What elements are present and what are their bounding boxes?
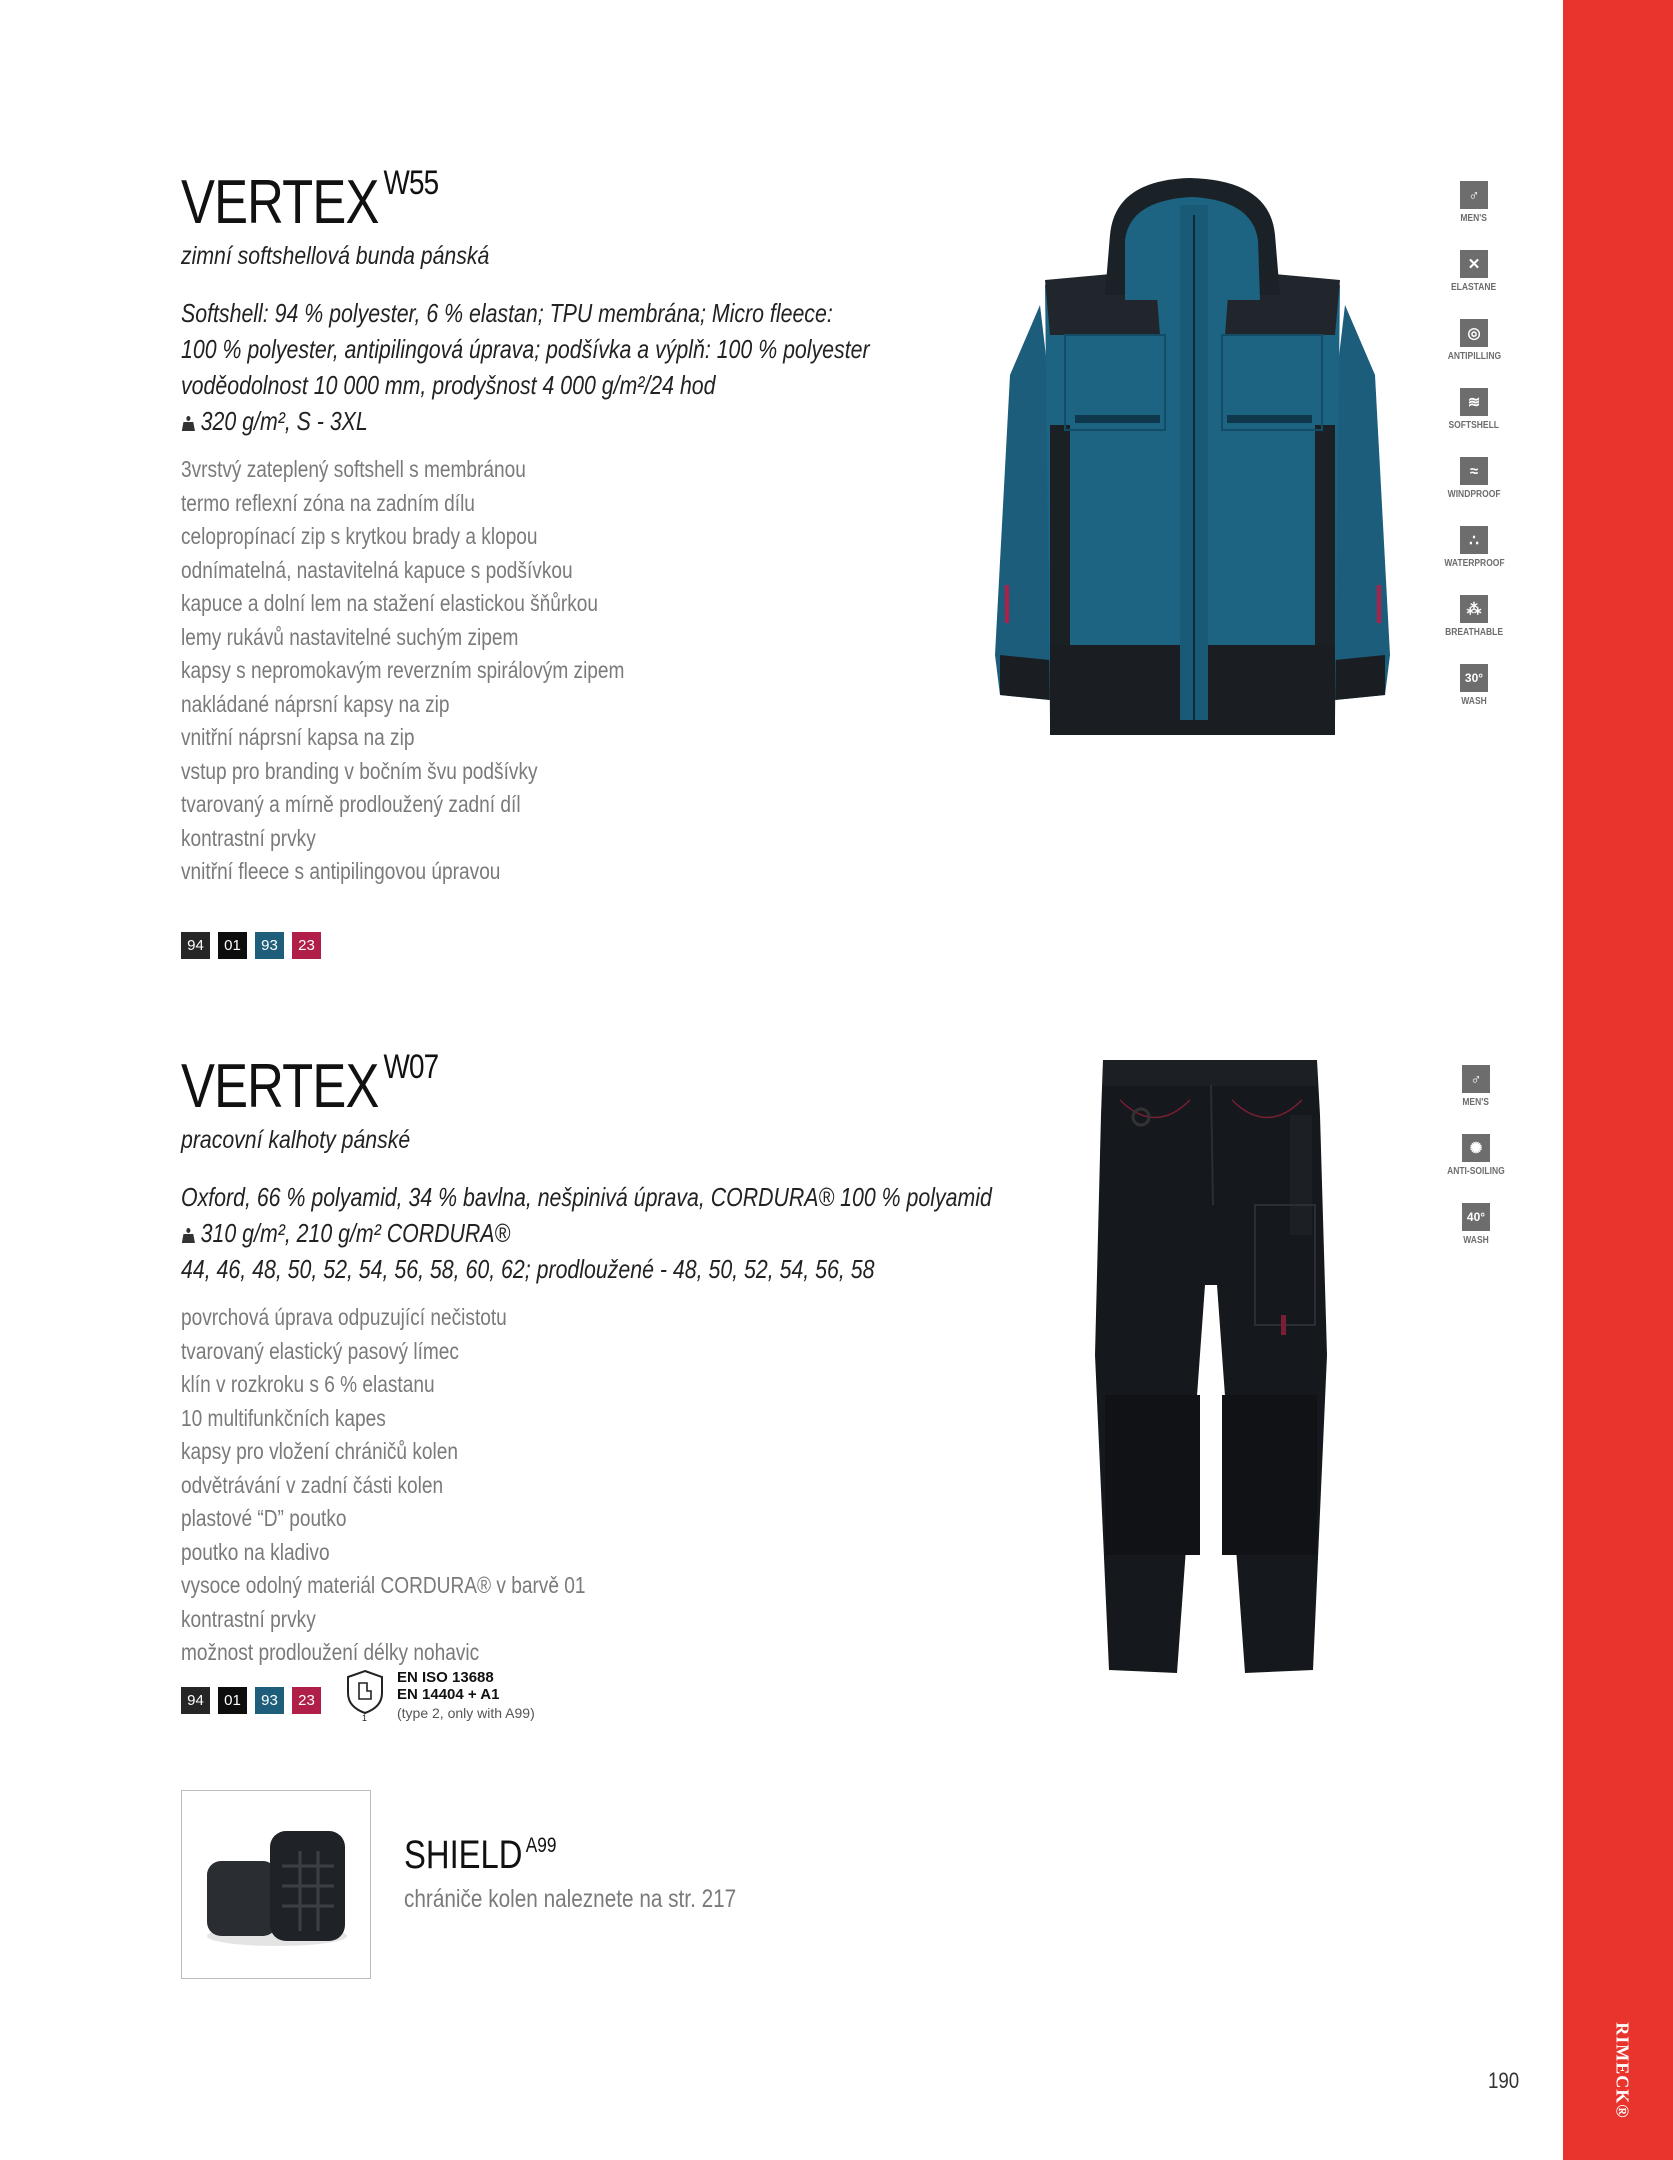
list-item: odnímatelná, nastavitelná kapuce s podšívkou: [181, 556, 573, 583]
color-swatch[interactable]: 93: [255, 932, 284, 959]
product-title: VERTEX $^{W55}$: [181, 164, 439, 237]
product-specs: Softshell: 94 % polyester, 6 % elastan; TPU membrána; Micro fleece: 100 % polyester, antipilingová úprava; podšívka a výplň: 100 % polyester voděodolnost 10 000 mm, prodyšnost 4 000 g/m²/24 hod 320 g/m², S - 3XL: [181, 298, 870, 436]
standard-label: EN ISO 13688: [397, 1669, 494, 1686]
list-item: 3vrstvý zateplený softshell s membránou: [181, 456, 526, 482]
list-item: kontrastní prvky: [181, 824, 316, 851]
list-item: odvětrávání v zadní části kolen: [181, 1471, 444, 1498]
color-swatch[interactable]: 93: [255, 1687, 284, 1714]
list-item: vnitřní fleece s antipilingovou úpravou: [181, 858, 501, 884]
knee-pads-picture: [182, 1791, 370, 1978]
color-swatch[interactable]: 23: [292, 932, 321, 959]
tech-icons: [1441, 1065, 1511, 1272]
waterproof-icon: ∴: [1460, 526, 1488, 554]
list-item: 10 multifunkčních kapes: [181, 1404, 386, 1431]
windproof-icon: ≈: [1460, 457, 1488, 485]
standard-label: EN 14404 + A1: [397, 1686, 500, 1703]
knee-pads-image[interactable]: [181, 1790, 371, 1979]
pants-image: [1095, 1055, 1327, 1680]
tech-item: ✺ ANTI-SOILING: [1441, 1134, 1511, 1203]
certification: [345, 1669, 535, 1721]
color-swatches: [181, 932, 321, 959]
list-item: nakládané náprsní kapsy na zip: [181, 690, 450, 717]
color-swatch[interactable]: 94: [181, 932, 210, 959]
color-swatch[interactable]: 01: [218, 932, 247, 959]
list-item: kontrastní prvky: [181, 1605, 316, 1632]
wash-icon: 30°: [1460, 664, 1488, 692]
brand-sidebar: [1563, 0, 1673, 2160]
color-swatch[interactable]: 01: [218, 1687, 247, 1714]
color-swatches: [181, 1687, 321, 1714]
antipilling-icon: ◎: [1460, 319, 1488, 347]
tech-item: 40° WASH: [1441, 1203, 1511, 1272]
softshell-icon: ≋: [1460, 388, 1488, 416]
list-item: vysoce odolný materiál CORDURA® v barvě 01: [181, 1572, 586, 1598]
product-subtitle: pracovní kalhoty pánské: [181, 1126, 411, 1154]
product-title: VERTEX $^{W07}$: [181, 1048, 439, 1121]
weight-icon: [181, 1227, 196, 1243]
product-subtitle: zimní softshellová bunda pánská: [181, 242, 490, 270]
male-icon: ♂: [1462, 1065, 1490, 1093]
list-item: povrchová úprava odpuzující nečistotu: [181, 1304, 507, 1330]
list-item: poutko na kladivo: [181, 1538, 330, 1565]
color-swatch[interactable]: 94: [181, 1687, 210, 1714]
standard-note: (type 2, only with A99): [397, 1705, 535, 1721]
list-item: kapsy pro vložení chráničů kolen: [181, 1438, 458, 1464]
jacket-image: [990, 175, 1395, 740]
tech-item: ◎ ANTIPILLING: [1439, 319, 1509, 388]
accessory-shield: [404, 1835, 804, 1914]
list-item: klín v rozkroku s 6 % elastanu: [181, 1371, 435, 1397]
tech-item: ⁂ BREATHABLE: [1439, 595, 1509, 664]
tech-icons: [1439, 181, 1509, 733]
list-item: tvarovaný elastický pasový límec: [181, 1337, 459, 1364]
list-item: termo reflexní zóna na zadním dílu: [181, 489, 475, 516]
brand-logo: RIMECK®: [1612, 2021, 1633, 2119]
male-icon: ♂: [1460, 181, 1488, 209]
list-item: tvarovaný a mírně prodloužený zadní díl: [181, 791, 521, 817]
wash-icon: 40°: [1462, 1203, 1490, 1231]
product-vertex-w07: [181, 1048, 1170, 1670]
list-item: možnost prodloužení délky nohavic: [181, 1639, 480, 1665]
tech-item: ≈ WINDPROOF: [1439, 457, 1509, 526]
product-specs: Oxford, 66 % polyamid, 34 % bavlna, nešpinivá úprava, CORDURA® 100 % polyamid 310 g/m², 210 g/m² CORDURA® 44, 46, 48, 50, 52, 54, 56, 58, 60, 62; prodloužené - 48, 50, 52, 54, 56, 58: [181, 1182, 992, 1284]
tech-item: ✕ ELASTANE: [1439, 250, 1509, 319]
weight-icon: [181, 415, 196, 431]
list-item: vnitřní náprsní kapsa na zip: [181, 724, 415, 750]
feature-list: [181, 453, 878, 889]
list-item: plastové “D” poutko: [181, 1505, 347, 1531]
tech-item: ♂ MEN'S: [1439, 181, 1509, 250]
list-item: kapsy s nepromokavým reverzním spirálovým zipem: [181, 657, 625, 683]
tech-item: ♂ MEN'S: [1441, 1065, 1511, 1134]
list-item: celopropínací zip s krytkou brady a klopou: [181, 523, 538, 549]
tech-item: ∴ WATERPROOF: [1439, 526, 1509, 595]
accessory-title: SHIELD $^{A99}$: [404, 1833, 557, 1877]
list-item: kapuce a dolní lem na stažení elastickou šňůrkou: [181, 590, 599, 616]
feature-list: [181, 1301, 1002, 1670]
elastane-icon: ✕: [1460, 250, 1488, 278]
product-vertex-w55: [181, 164, 1021, 889]
tech-item: ≋ SOFTSHELL: [1439, 388, 1509, 457]
tech-item: 30° WASH: [1439, 664, 1509, 733]
svg-text:1: 1: [362, 1713, 368, 1721]
accessory-reference[interactable]: chrániče kolen naleznete na str. 217: [404, 1885, 737, 1913]
list-item: lemy rukávů nastavitelné suchým zipem: [181, 623, 519, 650]
anti-soiling-icon: ✺: [1462, 1134, 1490, 1162]
color-swatch[interactable]: 23: [292, 1687, 321, 1714]
protective-shield-icon: [345, 1669, 385, 1721]
list-item: vstup pro branding v bočním švu podšívky: [181, 757, 538, 784]
page-number: 190: [1488, 2068, 1520, 2093]
breathable-icon: ⁂: [1460, 595, 1488, 623]
